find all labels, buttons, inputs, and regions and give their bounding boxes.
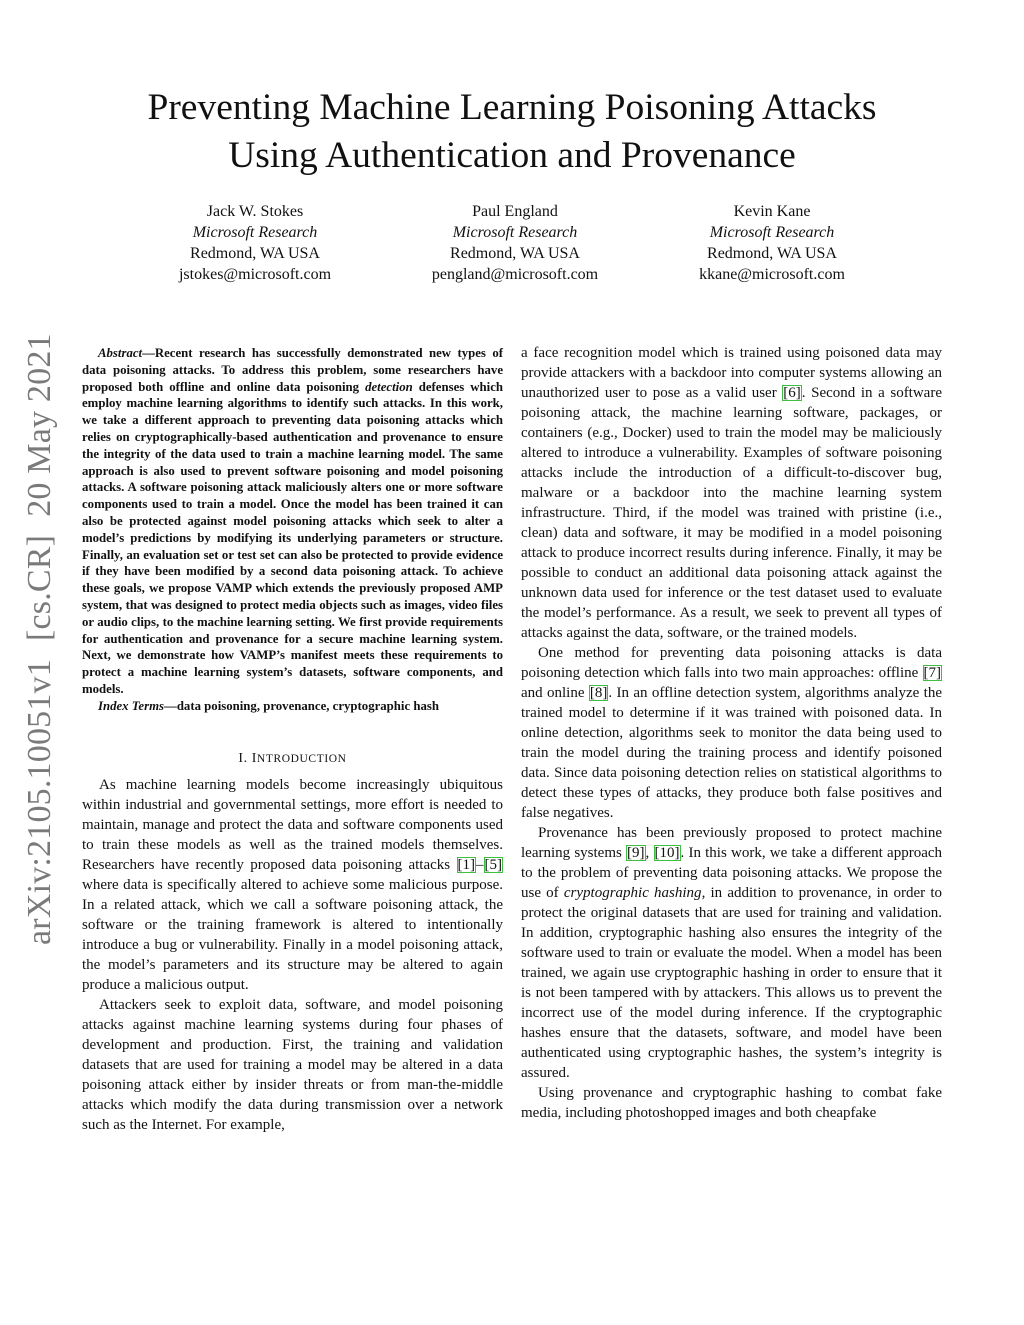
author-affiliation: Microsoft Research	[709, 224, 835, 241]
author-name: Jack W. Stokes	[206, 203, 304, 220]
abstract-text-2: defenses which employ machine learning algorithms to identify such attacks. In this work, we take a different approach to preventing data poisoning attacks which relies on cryptographically-based authentication and provenance to ensure the integrity of the data used to train a machine learning model. The same approach is also used to prevent software poisoning and model poisoning attacks. A software poisoning attack maliciously alters one or more software components used to train a model. Once the model has been trained it can also be protected against model poisoning attacks which seek to alter a model’s predictions by modifying its underlying parameters or structure. Finally, an evaluation set or test set can also be protected to provide evidence if they have been modified by a second data poisoning attack. To achieve these goals, we propose VAMP which extends the previously proposed AMP system, that was designed to protect media objects such as images, video files or audio clips, to the machine learning setting. We first provide requirements for authentication and provenance for a secure machine learning system. Next, we demonstrate how VAMP’s manifest meets these requirements to protect a machine learning system’s datasets, software components, and models.	[82, 379, 503, 696]
intro-paragraph-1	[82, 775, 503, 995]
right-paragraph-2	[521, 643, 942, 823]
abstract	[82, 345, 503, 698]
index-terms-text: data poisoning, provenance, cryptographic hash	[176, 698, 439, 713]
title-line-1: Preventing Machine Learning Poisoning Attacks	[147, 87, 877, 128]
author-location: Redmond, WA USA	[707, 245, 837, 262]
index-terms-dash: —	[164, 698, 177, 713]
section-number: I.	[238, 749, 248, 765]
abstract-dash: —	[142, 346, 155, 360]
author-email: jstokes@microsoft.com	[178, 266, 332, 283]
abstract-emphasis: detection	[365, 379, 413, 394]
citation-link[interactable]: [1]	[457, 856, 475, 873]
section-heading-introduction	[82, 750, 503, 766]
citation-link[interactable]: [10]	[654, 845, 680, 861]
citation-separator: ,	[645, 845, 654, 861]
section-rest: NTRODUCTION	[256, 752, 347, 765]
author-email: kkane@microsoft.com	[699, 266, 845, 283]
author-name: Kevin Kane	[733, 203, 811, 220]
citation-link[interactable]: [9]	[627, 845, 645, 861]
paragraph-text: . In an offline detection system, algorithms analyze the trained model to determine if it was trained with poisoned data. In online detection, algorithms seek to monitor the data being used to train the model during the training process and identify poisoned data. Since data poisoning detection relies on statistical algorithms to detect these types of attacks, they produce both false positives and false negatives.	[521, 685, 943, 821]
citation-link[interactable]: [7]	[923, 665, 941, 681]
author-email: pengland@microsoft.com	[431, 266, 599, 283]
abstract-label: Abstract	[98, 346, 143, 360]
arxiv-date: 20 May 2021	[21, 333, 58, 517]
title-line-2: Using Authentication and Provenance	[228, 135, 796, 176]
right-paragraph-3	[521, 823, 942, 1083]
index-terms	[82, 698, 503, 715]
arxiv-category: [cs.CR]	[21, 534, 58, 642]
arxiv-stamp	[21, 315, 59, 945]
author-2	[385, 201, 645, 285]
author-block	[0, 201, 1024, 301]
paragraph-text: where data is specifically altered to achieve some malicious purpose. In a related attack, which we call a software poisoning attack, the software or the training framework is altered to intentionally introduce a bug or vulnerability. Finally in a model poisoning attack, the model’s parameters and its structure may be altered to again produce a malicious output.	[82, 876, 503, 993]
citation-link[interactable]: [8]	[589, 685, 608, 701]
author-affiliation: Microsoft Research	[452, 224, 578, 241]
range-dash: –	[476, 856, 484, 873]
paragraph-text: a face recognition model which is trained using poisoned data may provide attackers with a backdoor into computer systems allowing an unauthorized user to pose as a valid user	[521, 345, 942, 401]
paragraph-text: Provenance has been previously proposed to protect machine learning systems	[521, 825, 942, 861]
index-terms-label: Index Terms	[98, 698, 165, 713]
paragraph-text: . Second in a software poisoning attack, the machine learning software, packages, or containers (e.g., Docker) used to train the model may be maliciously altered to introduce a vulnerability. Examples of software poisoning attacks include the introduction of a difficult-to-discover bug, malware or a backdoor into the machine learning system infrastructure. Third, if the model was trained with pristine (i.e., clean) data and software, it may be modified in a model poisoning attack to produce incorrect results during inference. Finally, it may be possible to conduct an additional data poisoning attack against the unknown data used for inference or the test dataset used to evaluate the model’s performance. As a result, we seek to prevent all types of attacks against the data, software, or the trained models.	[521, 385, 942, 641]
emphasis-text: cryptographic hashing	[563, 885, 702, 901]
paragraph-text: As machine learning models become increasingly ubiquitous within industrial and governmental settings, more effort is needed to maintain, manage and protect the data and software components used to train these models as well as the trained models themselves. Researchers have recently proposed data poisoning attacks	[82, 776, 503, 873]
author-location: Redmond, WA USA	[190, 245, 320, 262]
intro-paragraph-2: Attackers seek to exploit data, software, and model poisoning attacks against machine learning systems during four phases of development and production. First, the training and validation datasets that are used for training a model may be altered in a data poisoning attack either by insider threats or from man-the-middle attacks which modify the data during transmission over a network such as the Internet. For example,	[82, 996, 503, 1133]
right-paragraph-1	[521, 343, 942, 643]
author-location: Redmond, WA USA	[450, 245, 580, 262]
author-1	[125, 201, 385, 285]
author-3	[642, 201, 902, 285]
author-affiliation: Microsoft Research	[192, 224, 318, 241]
citation-link[interactable]: [6]	[783, 385, 801, 401]
right-column	[521, 343, 942, 1123]
arxiv-id: arXiv:2105.10051v1	[21, 659, 58, 945]
left-column	[82, 345, 503, 1135]
citation-link[interactable]: [5]	[484, 856, 502, 873]
section-first-letter: I	[251, 749, 257, 765]
paragraph-text: One method for preventing data poisoning attacks is data poisoning detection which falls into two main approaches: offline	[521, 645, 942, 681]
paragraph-text: , in addition to provenance, in order to protect the original datasets that are used for training and validation. In addition, cryptographic hashing also ensures the integrity of the software used to train or evaluate the model. When a model has been trained, we again use cryptographic hashing in order to ensure that it is not been tampered with by attackers. This allows us to prevent the incorrect use of the model during inference. If the cryptographic hashes ensure that the datasets, software, and model have been authenticated using cryptographic hashes, the system’s integrity is assured.	[521, 885, 942, 1081]
paper-title	[60, 84, 964, 180]
paragraph-text: and online	[521, 685, 589, 701]
right-paragraph-4: Using provenance and cryptographic hashing to combat fake media, including photoshopped images and both cheapfake	[521, 1085, 942, 1121]
author-name: Paul England	[472, 203, 558, 220]
abstract-text-1: Recent research has successfully demonstrated new types of data poisoning attacks. To address this problem, some researchers have proposed both offline and online data poisoning	[82, 346, 503, 394]
paragraph-text: . In this work, we take a different approach to the problem of preventing data poisoning attacks. We propose the use of	[521, 845, 943, 901]
